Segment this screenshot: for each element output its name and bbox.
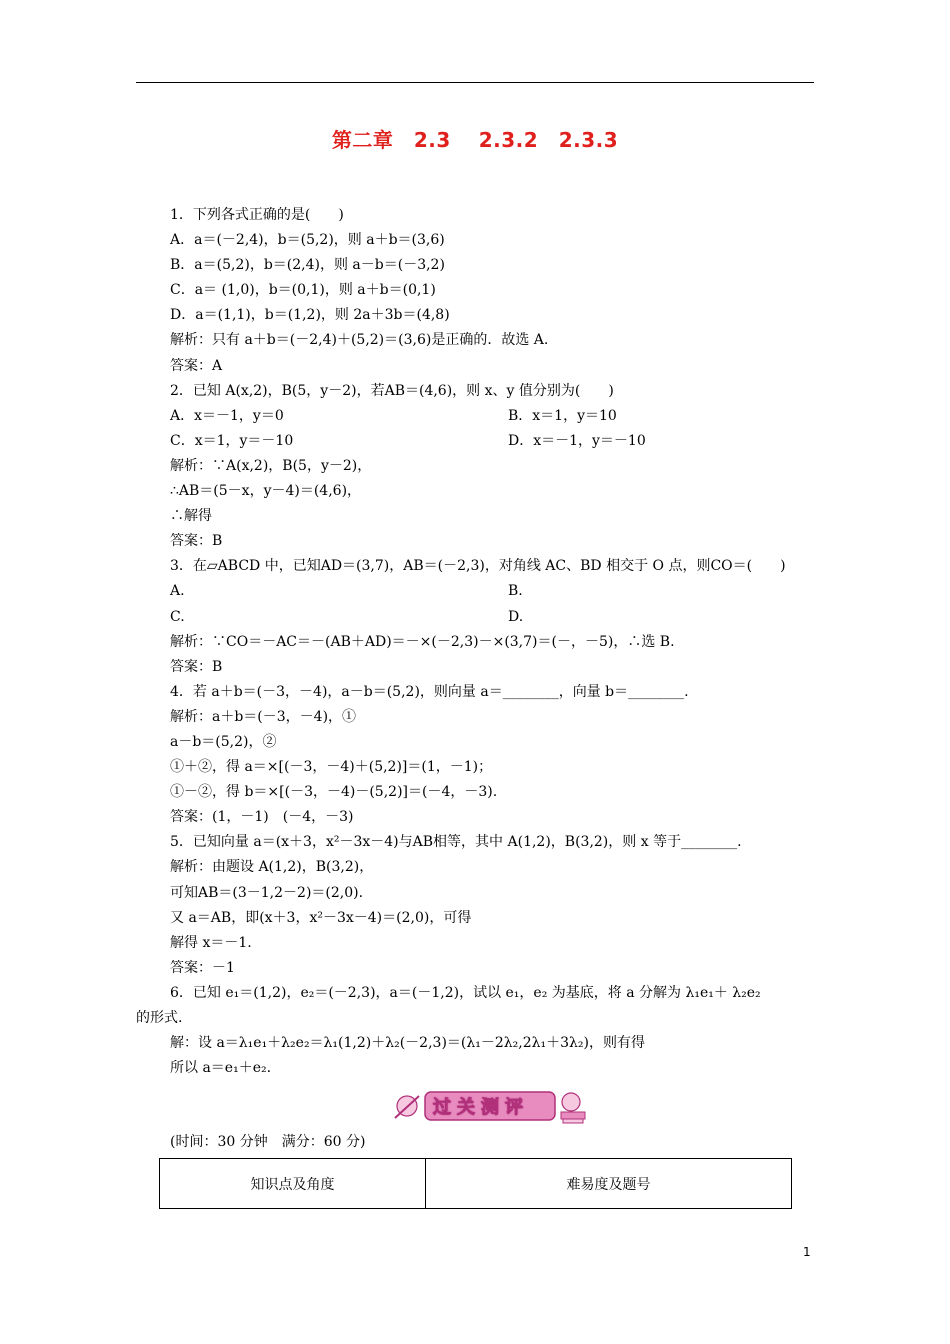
q2-stem: 2．已知 A(x,2)，B(5，y－2)，若AB＝(4,6)，则 x、y 值分别为( ) bbox=[170, 382, 614, 399]
q2-option-d: D．x＝－1，y＝－10 bbox=[508, 432, 646, 449]
q2-analysis-1: 解析：∵A(x,2)，B(5，y－2)， bbox=[170, 457, 372, 474]
q6-solution-1: 解：设 a＝λ₁e₁＋λ₂e₂＝λ₁(1,2)＋λ₂(－2,3)＝(λ₁－2λ₂,2λ₁＋3λ₂)，则有得 bbox=[170, 1035, 645, 1052]
banner-title: 过关测评 bbox=[433, 1097, 529, 1118]
q1-option-d: D．a＝(1,1)，b＝(1,2)，则 2a＋3b＝(4,8) bbox=[170, 307, 450, 324]
q2-options-row1 bbox=[170, 404, 815, 429]
q3-analysis: 解析：∵CO＝－AC＝－(AB＋AD)＝－×(－2,3)－×(3,7)＝(－，－5)，∴选 B. bbox=[170, 633, 675, 650]
q2-options-row2 bbox=[170, 429, 815, 454]
q4-answer: 答案：(1，－1) (－4，－3) bbox=[170, 809, 354, 826]
q1-answer: 答案：A bbox=[170, 357, 223, 374]
q1-option-c: C．a＝ (1,0)，b＝(0,1)，则 a＋b＝(0,1) bbox=[170, 282, 436, 299]
section-banner bbox=[385, 1088, 600, 1126]
q6-solution-2: 所以 a＝e₁＋e₂. bbox=[170, 1060, 272, 1077]
q5-analysis-2: 可知AB＝(3－1,2－2)＝(2,0). bbox=[170, 884, 364, 901]
q3-stem: 3．在▱ABCD 中，已知AD＝(3,7)，AB＝(－2,3)，对角线 AC、BD 相交于 O 点，则CO＝( ) bbox=[170, 558, 786, 575]
page-number: 1 bbox=[803, 1245, 811, 1259]
q4-analysis-2: a－b＝(5,2)，② bbox=[170, 733, 277, 750]
q3-options-row1 bbox=[170, 579, 815, 604]
q2-analysis-2: ∴AB＝(5－x，y－4)＝(4,6)， bbox=[170, 483, 362, 500]
q3-answer: 答案：B bbox=[170, 658, 223, 675]
table-header-difficulty: 难易度及题号 bbox=[426, 1159, 792, 1209]
q4-stem: 4．若 a＋b＝(－3，－4)，a－b＝(5,2)，则向量 a＝________，向量 b＝________. bbox=[170, 683, 689, 700]
table-header-row bbox=[160, 1159, 792, 1209]
q2-analysis-3: ∴解得 bbox=[170, 508, 212, 525]
q5-answer: 答案：－1 bbox=[170, 959, 235, 976]
q2-answer: 答案：B bbox=[170, 533, 223, 550]
header-rule bbox=[136, 82, 814, 83]
q3-options-row2 bbox=[170, 605, 815, 630]
table-header-knowledge: 知识点及角度 bbox=[160, 1159, 426, 1209]
q5-stem: 5．已知向量 a＝(x＋3，x²－3x－4)与AB相等，其中 A(1,2)，B(3,2)，则 x 等于________. bbox=[170, 834, 742, 851]
q5-analysis-4: 解得 x＝－1. bbox=[170, 934, 252, 951]
q5-analysis-3: 又 a＝AB，即(x＋3，x²－3x－4)＝(2,0)，可得 bbox=[170, 909, 472, 926]
q4-analysis-4: ①－②，得 b＝×[(－3，－4)－(5,2)]＝(－4，－3). bbox=[170, 784, 498, 801]
page-title: 第二章 2.3 2.3.2 2.3.3 bbox=[331, 128, 619, 152]
q4-analysis-3: ①＋②，得 a＝×[(－3，－4)＋(5,2)]＝(1，－1)； bbox=[170, 759, 493, 776]
q1-option-b: B．a＝(5,2)，b＝(2,4)，则 a－b＝(－3,2) bbox=[170, 257, 445, 274]
q6-stem-cont: 的形式. bbox=[136, 1010, 183, 1026]
q5-analysis-1: 解析：由题设 A(1,2)，B(3,2)， bbox=[170, 859, 374, 876]
q6-stem: 6．已知 e₁＝(1,2)，e₂＝(－2,3)，a＝(－1,2)，试以 e₁，e₂ 为基底，将 a 分解为 λ₁e₁＋ λ₂e₂ bbox=[170, 984, 761, 1001]
q1-analysis: 解析：只有 a＋b＝(－2,4)＋(5,2)＝(3,6)是正确的．故选 A. bbox=[170, 332, 549, 349]
knowledge-table bbox=[159, 1158, 792, 1209]
q1-option-a: A．a＝(－2,4)，b＝(5,2)，则 a＋b＝(3,6) bbox=[170, 232, 445, 249]
q2-option-b: B．x＝1，y＝10 bbox=[508, 407, 617, 424]
document-body bbox=[136, 203, 815, 1081]
q2-option-a: A．x＝－1，y＝0 bbox=[170, 407, 284, 424]
q4-analysis-1: 解析：a＋b＝(－3，－4)，① bbox=[170, 708, 357, 725]
q3-option-c: C. bbox=[170, 608, 185, 625]
q3-option-d: D. bbox=[508, 608, 524, 625]
q1-stem: 1．下列各式正确的是( ) bbox=[170, 207, 344, 223]
q3-option-a: A. bbox=[170, 583, 185, 600]
time-info: (时间：30 分钟 满分：60 分) bbox=[170, 1134, 366, 1150]
q3-option-b: B. bbox=[508, 583, 523, 600]
q2-option-c: C．x＝1，y＝－10 bbox=[170, 432, 294, 449]
